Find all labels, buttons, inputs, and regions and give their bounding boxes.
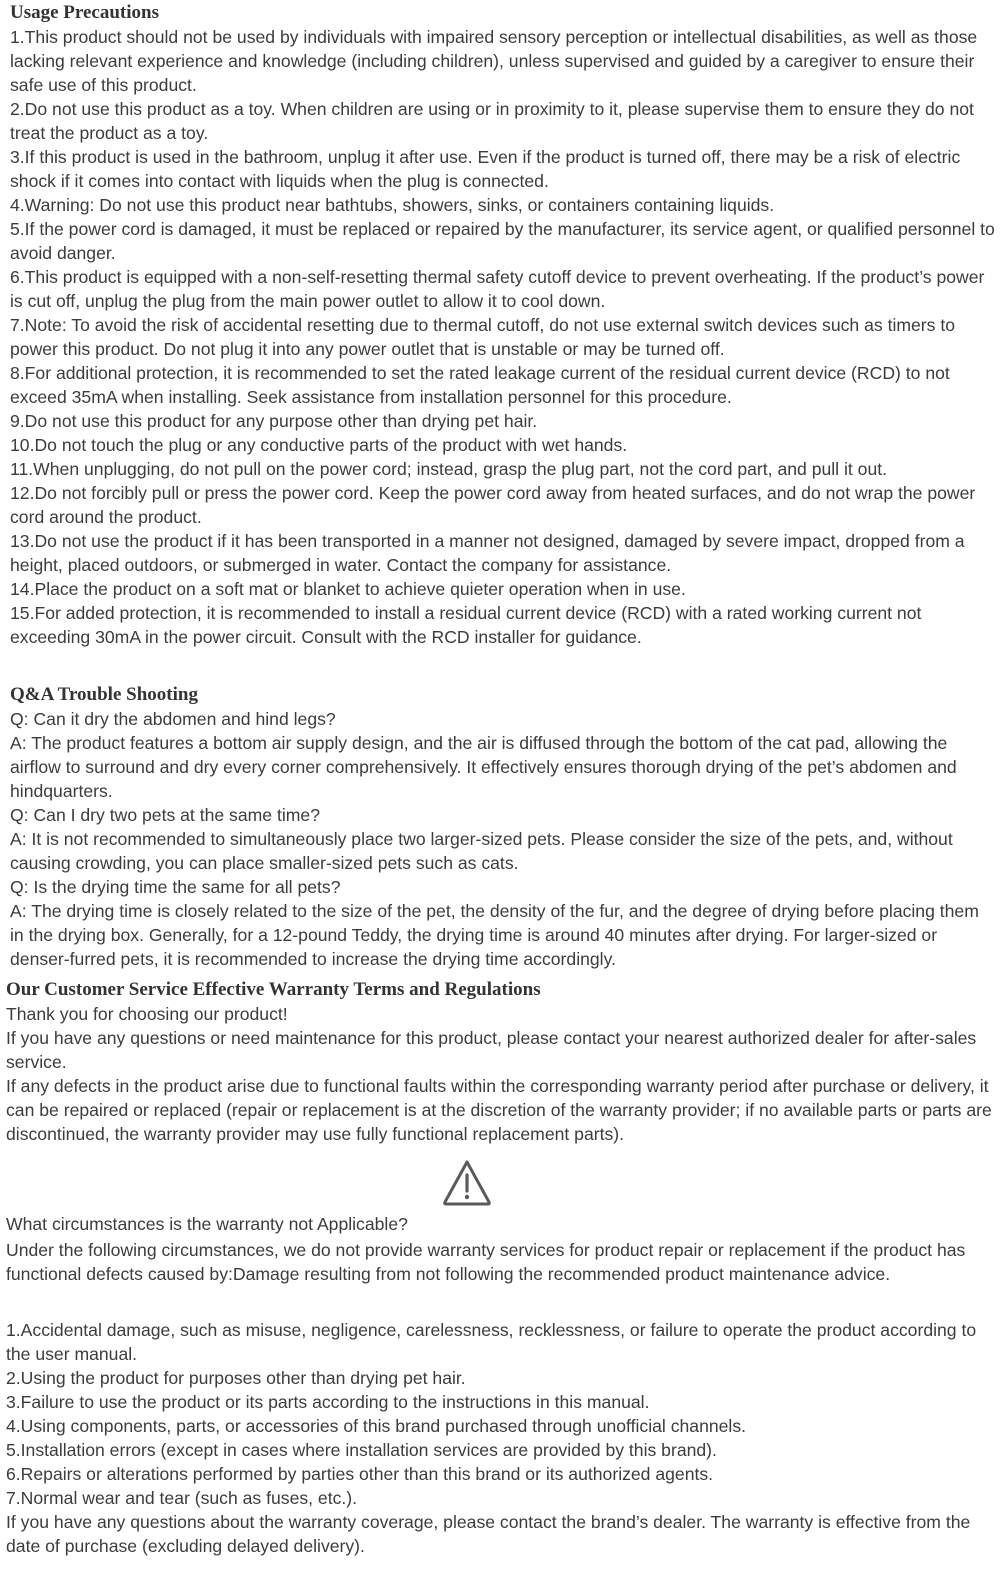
precaution-item: 11.When unplugging, do not pull on the power cord; instead, grasp the plug part, not the cord part, and pull it out. (10, 459, 888, 479)
warranty-intro-line: Thank you for choosing our product! (6, 1004, 288, 1024)
exclusion-item: 1.Accidental damage, such as misuse, negligence, carelessness, recklessness, or failure to operate the product according to the user manual. (6, 1320, 977, 1364)
precaution-item: 13.Do not use the product if it has been transported in a manner not designed, damaged by severe impact, dropped from a height, placed outdoors, or submerged in water. Contact the company for assistance. (10, 531, 965, 575)
qa-question: Q: Can I dry two pets at the same time? (10, 805, 320, 825)
qa-answer: A: The product features a bottom air supply design, and the air is diffused through the bottom of the cat pad, allowing the airflow to surround and dry every corner comprehensively. It effectively ensures thorough drying of the pet’s abdomen and hindquarters. (10, 733, 957, 801)
precaution-item: 4.Warning: Do not use this product near bathtubs, showers, sinks, or containers containing liquids. (10, 195, 775, 215)
precaution-item: 3.If this product is used in the bathroom, unplug it after use. Even if the product is turned off, there may be a risk of electric shock if it comes into contact with liquids when the plug is connected. (10, 147, 961, 191)
warranty-intro-line: If any defects in the product arise due to functional faults within the corresponding warranty period after purchase or delivery, it can be repaired or replaced (repair or replacement is at the discretion of the warranty provider; if no available parts or parts are discontinued, the warranty provider may use fully functional replacement parts). (6, 1076, 992, 1144)
not-applicable-text: Under the following circumstances, we do not provide warranty services for product repair or replacement if the product has functional defects caused by:Damage resulting from not following the recommended product maintenance advice. (6, 1240, 966, 1284)
exclusion-item: 4.Using components, parts, or accessories of this brand purchased through unofficial channels. (6, 1416, 747, 1436)
precaution-item: 15.For added protection, it is recommended to install a residual current device (RCD) with a rated working current not exceeding 30mA in the power circuit. Consult with the RCD installer for guidance. (10, 603, 922, 647)
warranty-heading: Our Customer Service Effective Warranty Terms and Regulations (6, 979, 541, 1000)
warranty-intro-line: If you have any questions or need maintenance for this product, please contact your nearest authorized dealer for after-sales service. (6, 1028, 977, 1072)
warranty-not-applicable-section (6, 1212, 996, 1286)
warranty-section (6, 978, 996, 1146)
usage-precautions-heading: Usage Precautions (10, 2, 159, 23)
precaution-item: 10.Do not touch the plug or any conductive parts of the product with wet hands. (10, 435, 628, 455)
precaution-item: 7.Note: To avoid the risk of accidental resetting due to thermal cutoff, do not use external switch devices such as timers to power this product. Do not plug it into any power outlet that is unstable or may be turned off. (10, 315, 956, 359)
warranty-closing: If you have any questions about the warranty coverage, please contact the brand’s dealer. The warranty is effective from the date of purchase (excluding delayed delivery). (6, 1512, 971, 1556)
qa-answer: A: It is not recommended to simultaneously place two larger-sized pets. Please consider the size of the pets, and, without causing crowding, you can place smaller-sized pets such as cats. (10, 829, 953, 873)
exclusion-item: 3.Failure to use the product or its parts according to the instructions in this manual. (6, 1392, 650, 1412)
qa-heading: Q&A Trouble Shooting (10, 684, 198, 705)
qa-answer: A: The drying time is closely related to the size of the pet, the density of the fur, and the degree of drying before placing them in the drying box. Generally, for a 12-pound Teddy, the drying time is around 40 minutes after drying. For larger-sized or denser-furred pets, it is recommended to increase the drying time accordingly. (10, 901, 979, 969)
qa-question: Q: Can it dry the abdomen and hind legs? (10, 709, 336, 729)
not-applicable-question: What circumstances is the warranty not Applicable? (6, 1214, 408, 1234)
exclusion-item: 5.Installation errors (except in cases where installation services are provided by this brand). (6, 1440, 717, 1460)
exclusion-item: 6.Repairs or alterations performed by parties other than this brand or its authorized agents. (6, 1464, 714, 1484)
precaution-item: 5.If the power cord is damaged, it must be replaced or repaired by the manufacturer, its service agent, or qualified personnel to avoid danger. (10, 219, 995, 263)
exclusion-item: 7.Normal wear and tear (such as fuses, etc.). (6, 1488, 358, 1508)
precaution-item: 9.Do not use this product for any purpose other than drying pet hair. (10, 411, 538, 431)
precaution-item: 1.This product should not be used by individuals with impaired sensory perception or intellectual disabilities, as well as those lacking relevant experience and knowledge (including children), unless supervised and guided by a caregiver to ensure their safe use of this product. (10, 27, 978, 95)
precaution-item: 14.Place the product on a soft mat or blanket to achieve quieter operation when in use. (10, 579, 686, 599)
warranty-exclusions-section (6, 1318, 998, 1558)
precaution-item: 8.For additional protection, it is recommended to set the rated leakage current of the residual current device (RCD) to not exceed 35mA when installing. Seek assistance from installation personnel for this procedure. (10, 363, 950, 407)
exclusion-item: 2.Using the product for purposes other than drying pet hair. (6, 1368, 466, 1388)
precaution-item: 6.This product is equipped with a non-self-resetting thermal safety cutoff device to prevent overheating. If the product’s power is cut off, unplug the plug from the main power outlet to allow it to cool down. (10, 267, 985, 311)
qa-question: Q: Is the drying time the same for all pets? (10, 877, 341, 897)
warning-triangle-icon (441, 1158, 493, 1208)
precaution-item: 12.Do not forcibly pull or press the power cord. Keep the power cord away from heated surfaces, and do not wrap the power cord around the product. (10, 483, 976, 527)
precaution-item: 2.Do not use this product as a toy. When children are using or in proximity to it, please supervise them to ensure they do not treat the product as a toy. (10, 99, 974, 143)
qa-troubleshooting-section (10, 683, 995, 971)
usage-precautions-section (10, 1, 995, 649)
